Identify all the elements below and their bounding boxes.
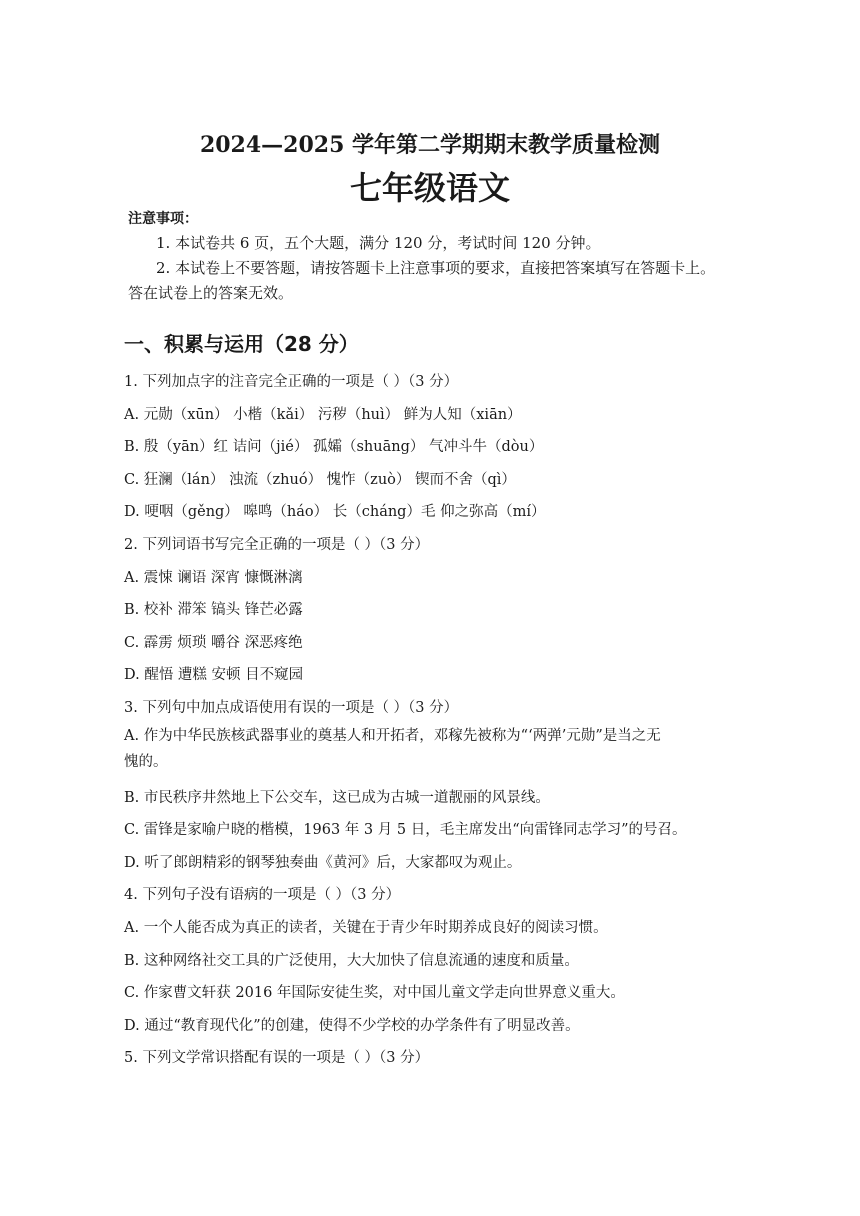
question-1-option-d: D. 哽咽（gěng） 嗥鸣（háo） 长（cháng）毛 仰之弥高（mí）: [124, 504, 546, 521]
question-3-option-d: D. 听了郎朗精彩的钢琴独奏曲《黄河》后，大家都叹为观止。: [124, 854, 522, 871]
notice-item-2: 2. 本试卷上不要答题，请按答题卡上注意事项的要求，直接把答案填写在答题卡上。: [156, 259, 716, 277]
question-1-stem: 1. 下列加点字的注音完全正确的一项是（ ）（3 分）: [124, 374, 459, 390]
exam-subject: 七年级语文: [349, 169, 510, 207]
question-3-option-b: B. 市民秩序井然地上下公交车，这已成为古城一道靓丽的风景线。: [124, 789, 550, 806]
question-4-stem: 4. 下列句子没有语病的一项是（ ）（3 分）: [124, 887, 401, 904]
question-3-option-c: C. 雷锋是家喻户晓的楷模，1963 年 3 月 5 日，毛主席发出“向雷锋同志学习”的号召。: [124, 822, 687, 839]
question-1-option-a: A. 元勋（xūn） 小楷（kǎi） 污秽（huì） 鲜为人知（xiān）: [124, 406, 522, 423]
question-3-option-a-line1: A. 作为中华民族核武器事业的奠基人和开拓者，邓稼先被称为“‘两弹’元勋”是当之无: [124, 727, 661, 744]
notice-block: [128, 207, 748, 306]
section-1-title: 一、积累与运用（28 分）: [124, 332, 359, 356]
question-2-option-a: A. 震悚 谰语 深宵 慷慨淋漓: [124, 569, 303, 586]
question-4-option-c: C. 作家曹文轩获 2016 年国际安徒生奖，对中国儿童文学走向世界意义重大。: [124, 985, 625, 1002]
notice-item-1: 1. 本试卷共 6 页，五个大题，满分 120 分，考试时间 120 分钟。: [156, 234, 601, 252]
question-2-option-d: D. 醒悟 遭糕 安顿 目不窥园: [124, 667, 304, 684]
exam-title: 2024—2025 学年第二学期期末教学质量检测: [199, 132, 661, 158]
question-2-option-c: C. 霹雳 烦琐 嚼谷 深恶疼绝: [124, 634, 303, 651]
question-2-stem: 2. 下列词语书写完全正确的一项是（ ）（3 分）: [124, 536, 430, 553]
question-4-option-a: A. 一个人能否成为真正的读者，关键在于青少年时期养成良好的阅读习惯。: [124, 919, 608, 936]
question-2-option-b: B. 校补 滞笨 镐头 锋芒必露: [124, 602, 303, 619]
question-1-option-c: C. 狂澜（lán） 浊流（zhuó） 愧怍（zuò） 锲而不舍（qì）: [124, 471, 516, 488]
question-4-option-b: B. 这种网络社交工具的广泛使用，大大加快了信息流通的速度和质量。: [124, 952, 579, 969]
question-1-option-b: B. 殷（yān）红 诘问（jié） 孤孀（shuāng） 气冲斗牛（dòu）: [124, 439, 544, 456]
question-3-option-a-line2: 愧的。: [124, 753, 168, 770]
notice-item-2-continued: 答在试卷上的答案无效。: [128, 284, 294, 302]
question-4-option-d: D. 通过“教育现代化”的创建，使得不少学校的办学条件有了明显改善。: [124, 1017, 580, 1034]
question-5-stem: 5. 下列文学常识搭配有误的一项是（ ）（3 分）: [124, 1050, 430, 1067]
question-3-stem: 3. 下列句中加点成语使用有误的一项是（ ）（3 分）: [124, 699, 459, 716]
question-list: [124, 366, 744, 1075]
notice-heading: 注意事项：: [128, 211, 198, 227]
